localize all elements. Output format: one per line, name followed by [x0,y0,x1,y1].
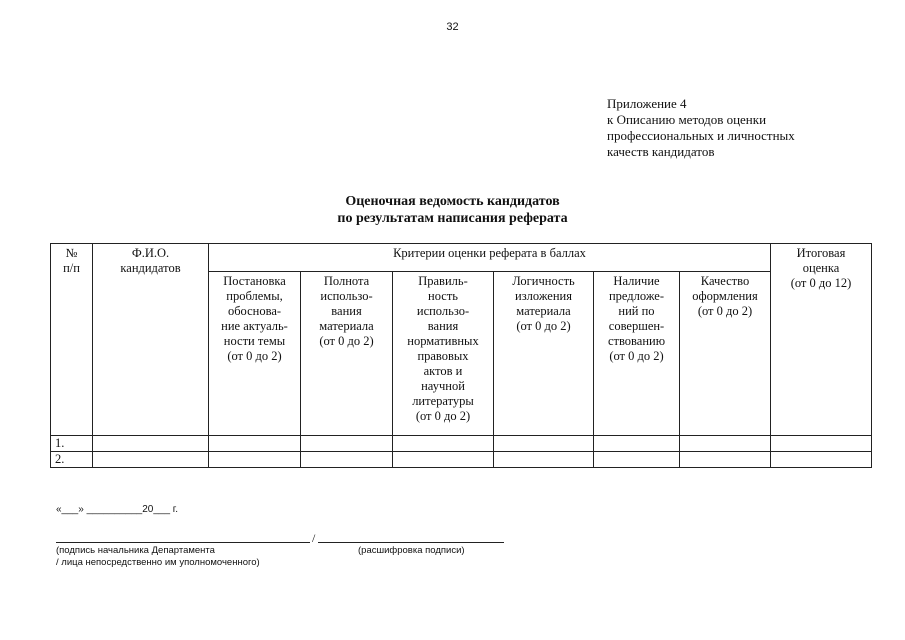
signature-line [56,542,310,543]
cell [301,452,393,468]
cell [209,452,301,468]
signature-slash: / [312,531,316,545]
appendix-line: Приложение 4 [607,96,687,111]
header-full-name: Ф.И.О. кандидатов [93,244,209,436]
signature-decode-line [318,542,504,543]
table-row [51,436,872,452]
signature-caption: (подпись начальника Департамента [56,545,215,556]
header-criterion-3: Правиль- ность использо- вания нормативных правовых актов и научной литературы (от 0 до 2) [393,272,494,436]
cell [393,436,494,452]
cell [594,452,680,468]
signature-caption-2: / лица непосредственно им уполномоченного) [56,557,260,568]
row-number: 1. [51,436,93,452]
appendix-line: профессиональных и личностных [607,128,795,143]
page-number: 32 [446,21,459,33]
header-criterion-5: Наличие предложе- ний по совершен- ствованию (от 0 до 2) [594,272,680,436]
cell [393,452,494,468]
cell [93,436,209,452]
cell [93,452,209,468]
title-line-2: по результатам написания реферата [337,211,568,226]
cell [680,452,771,468]
cell [771,452,872,468]
cell [209,436,301,452]
date-line: «___» __________20___ г. [56,504,178,515]
header-criterion-4: Логичность изложения материала (от 0 до 2) [494,272,594,436]
header-criteria-group: Критерии оценки реферата в баллах [209,244,771,272]
header-criterion-6: Качество оформления (от 0 до 2) [680,272,771,436]
table-row [51,452,872,468]
decode-caption: (расшифровка подписи) [358,545,465,556]
title-line-1: Оценочная ведомость кандидатов [345,194,560,209]
evaluation-table [50,243,872,468]
cell [494,452,594,468]
row-number: 2. [51,452,93,468]
document-title [0,193,905,227]
cell [301,436,393,452]
cell [594,436,680,452]
appendix-line: качеств кандидатов [607,144,715,159]
cell [771,436,872,452]
cell [680,436,771,452]
header-criterion-1: Постановка проблемы, обоснова- ние актуаль- ности темы (от 0 до 2) [209,272,301,436]
appendix-line: к Описанию методов оценки [607,112,767,127]
appendix-note [607,96,887,160]
header-number: № п/п [51,244,93,436]
cell [494,436,594,452]
header-total-score: Итоговая оценка (от 0 до 12) [771,244,872,436]
header-criterion-2: Полнота использо- вания материала (от 0 до 2) [301,272,393,436]
